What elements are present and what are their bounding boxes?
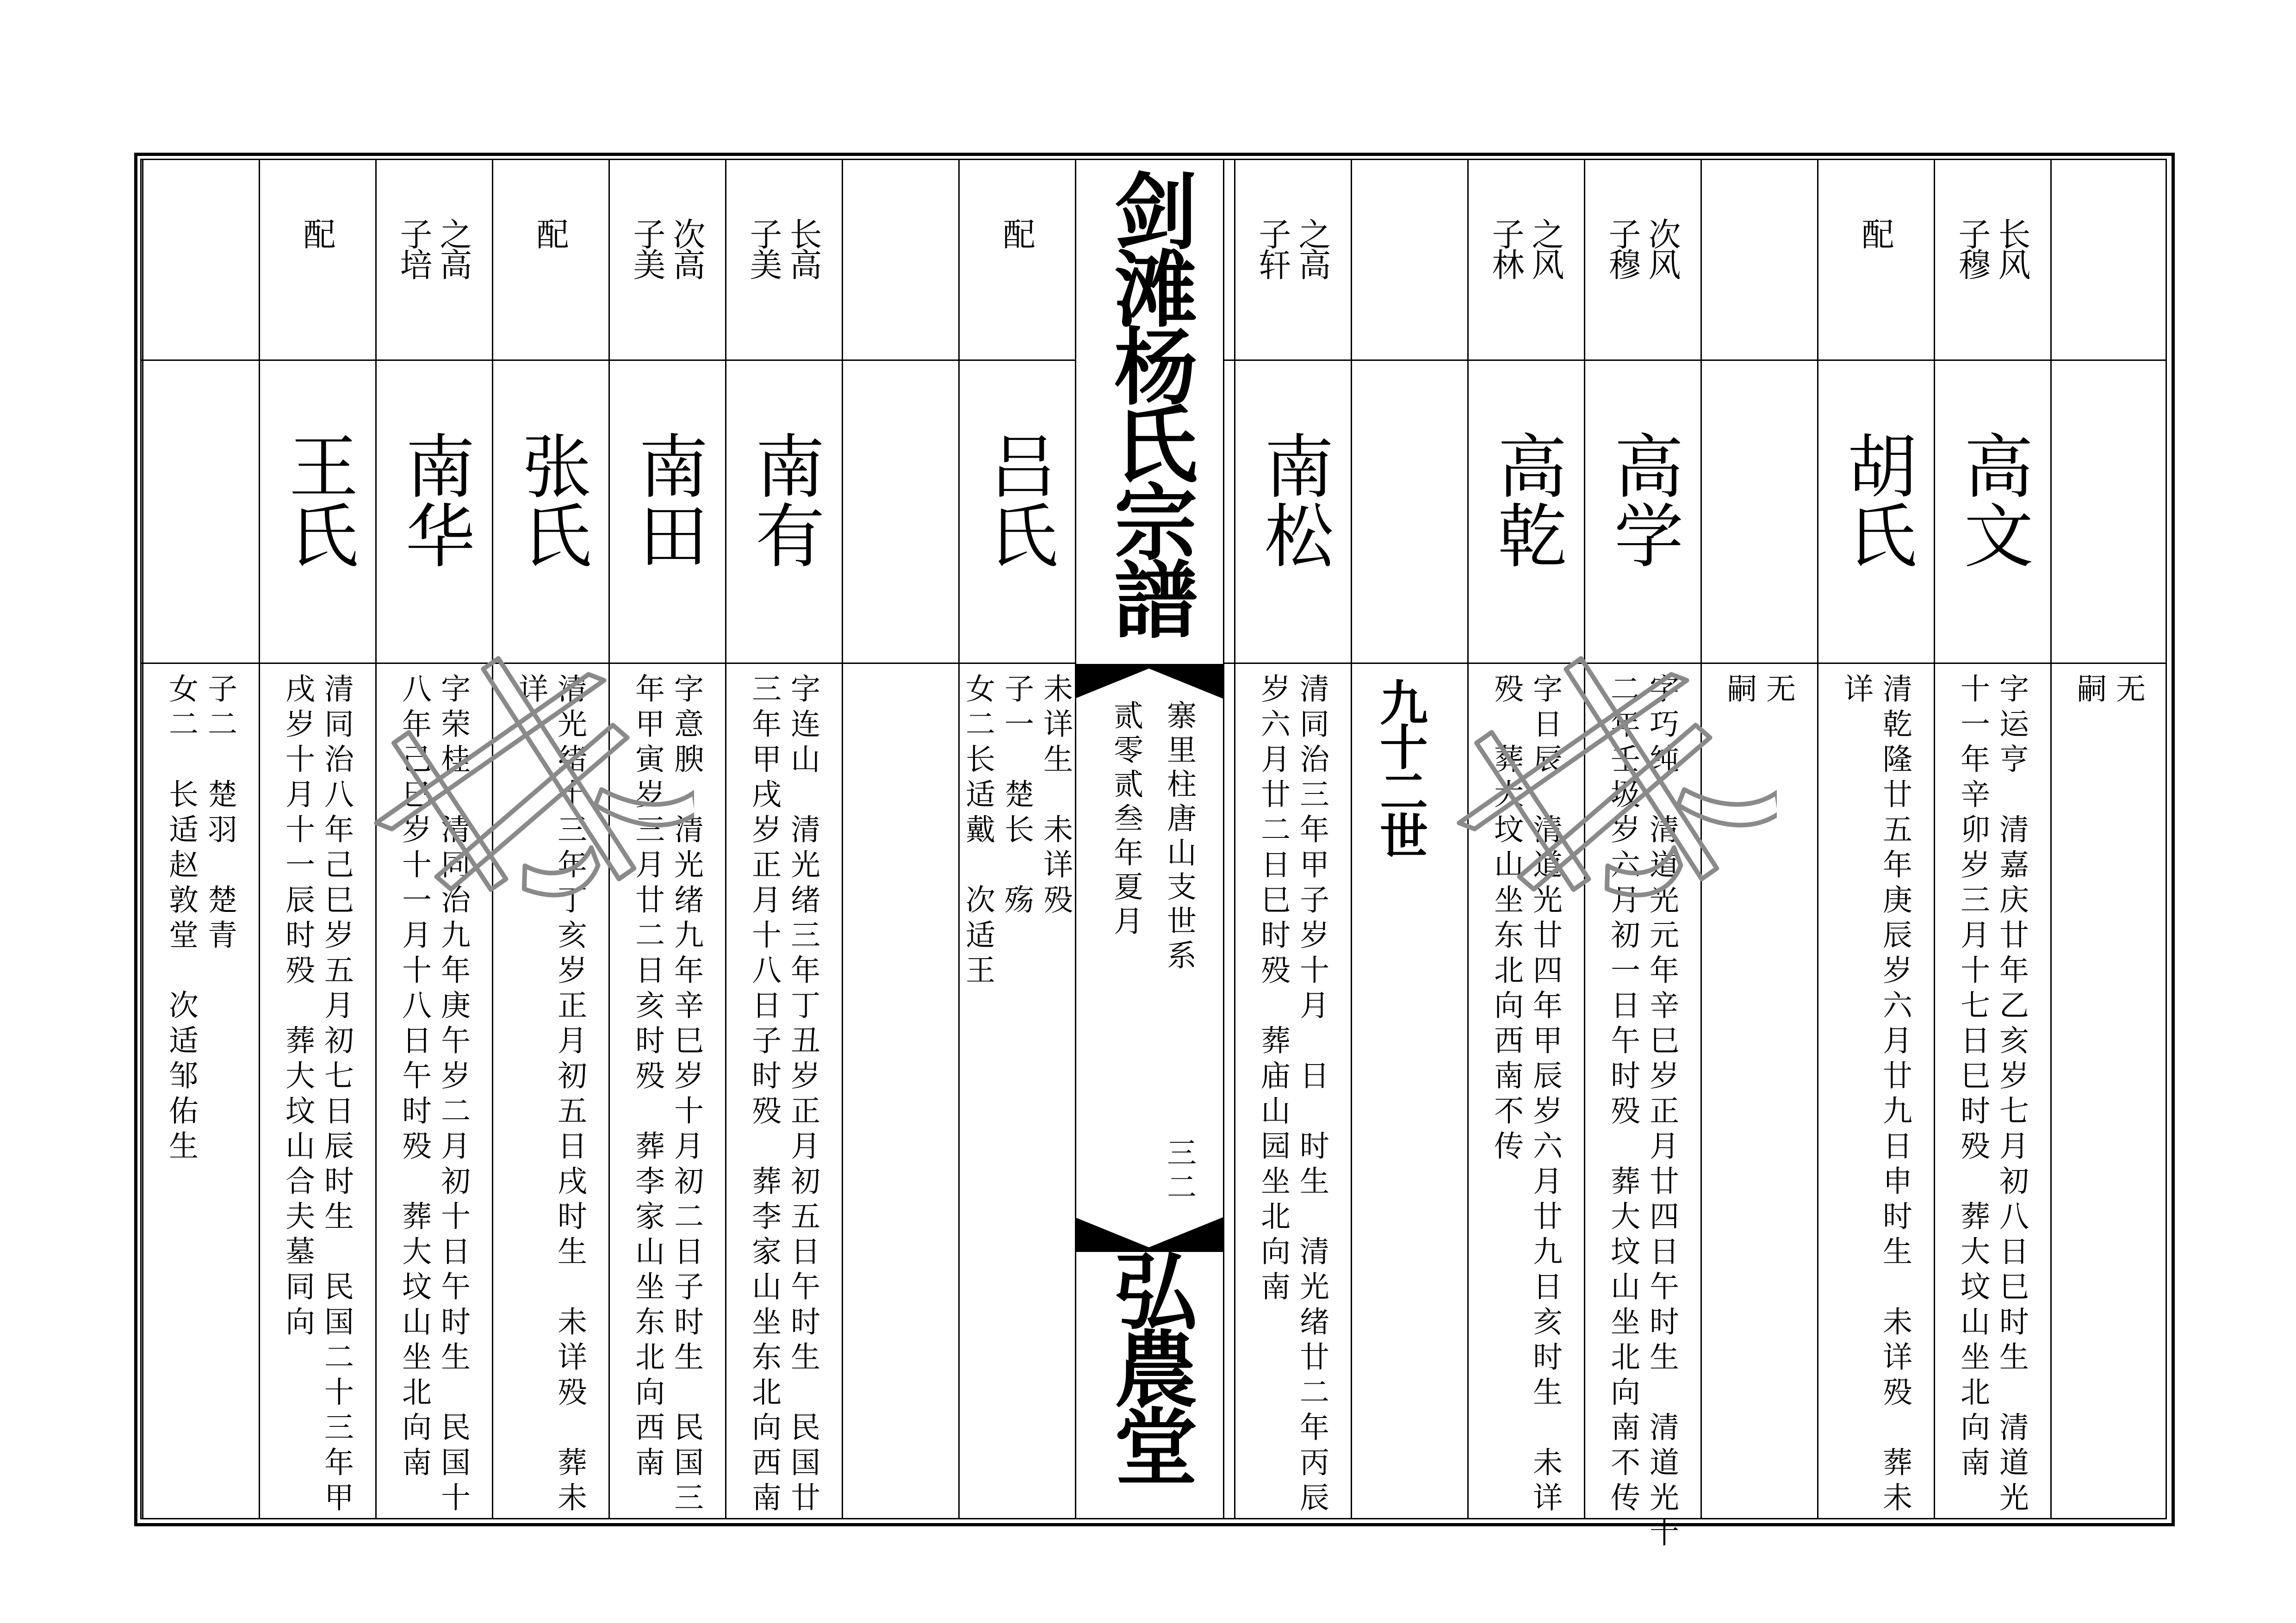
- column-divider: [2050, 159, 2052, 1519]
- person-details: 字巧纯 清道光元年辛巳岁正月廿四日午时生 清道光十 二年壬圾岁六月初一日午时殁 葬大坟山坐北向南不传: [1606, 673, 1679, 1552]
- person-details: 清乾隆廿五年庚辰岁六月廿九日申时生 未详殁 葬未 详: [1839, 673, 1912, 1517]
- fishtail-top-icon: [1075, 664, 1223, 710]
- row-divider-middle: [140, 663, 1075, 664]
- person-details: 清同治三年甲子岁十月 日 时生 清光绪廿二年丙辰 岁六月廿二日巳时殁 葬庙山园坐北向南: [1256, 673, 1329, 1517]
- person-name: 胡氏: [1835, 430, 1916, 569]
- person-details: 字连山 清光绪三年丁丑岁正月初五日午时生 民国廿 三年甲戌岁正月十八日子时殁 葬李家山坐东北向西南: [747, 673, 820, 1517]
- person-details: 字日辰 清道光廿四年甲辰岁六月廿九日亥时生 未详 殁 葬大坟山坐东北向西南不传: [1489, 673, 1562, 1517]
- spine-panel: [1075, 159, 1223, 1519]
- person-name: 南有: [743, 430, 824, 569]
- relation-label: 配: [998, 217, 1036, 248]
- person-details: 无 嗣: [1722, 673, 1795, 708]
- person-details: 字意腴 清光绪九年辛巳岁十月初二日子时生 民国三 年甲寅岁三月廿二日亥时殁 葬李家山坐东北向西南: [630, 673, 703, 1517]
- column-divider: [1234, 159, 1235, 1519]
- compile-date: 贰零贰叁年夏月: [1109, 700, 1143, 940]
- relation-label: 之高 子培: [395, 217, 472, 279]
- person-name: 南松: [1252, 430, 1333, 569]
- column-divider: [259, 159, 260, 1519]
- person-details: 字运亨 清嘉庆廿年乙亥岁七月初八日巳时生 清道光 十一年辛卯岁三月十七日巳时殁 葬大坟山坐北向南: [1955, 673, 2029, 1517]
- relation-label: 之高 子轩: [1253, 217, 1331, 279]
- column-divider: [492, 159, 493, 1519]
- person-details: 未详生 未详殁 子一 楚长 殇 女二长适戴 次适王: [961, 673, 1073, 990]
- column-divider: [1817, 159, 1818, 1519]
- person-name: 吕氏: [976, 430, 1057, 569]
- person-details: 字荣桂 清同治九年庚午岁二月初十日午时生 民国十 八年己巳岁十一月十八日午时殁 葬大坟山坐北向南: [397, 673, 470, 1517]
- relation-label: 次高 子美: [628, 217, 706, 279]
- clan-title: 剑滩杨氏宗譜: [1100, 168, 1198, 634]
- column-divider: [1584, 159, 1585, 1519]
- column-divider: [142, 159, 143, 1519]
- column-divider: [1934, 159, 1935, 1519]
- person-name: 张氏: [510, 430, 591, 569]
- relation-label: 长风 子穆: [1953, 217, 2031, 279]
- column-divider: [375, 159, 377, 1519]
- relation-label: 长高 子美: [745, 217, 822, 279]
- person-details: 无 嗣: [2072, 673, 2145, 708]
- hall-name: 弘農堂: [1100, 1248, 1198, 1481]
- column-divider: [608, 159, 610, 1519]
- column-divider: [1351, 159, 1352, 1519]
- fishtail-top-shape: [1075, 664, 1223, 699]
- spine-border: [1223, 159, 1224, 1519]
- fishtail-bottom-icon: [1075, 1206, 1223, 1252]
- person-name: 高学: [1602, 430, 1683, 569]
- person-name: 高乾: [1485, 430, 1566, 569]
- branch-title: 寨里柱唐山支世系: [1162, 700, 1196, 974]
- relation-label: 配: [298, 217, 336, 248]
- column-divider: [842, 159, 843, 1519]
- column-divider: [1467, 159, 1469, 1519]
- page-number: 三二: [1162, 1137, 1196, 1206]
- relation-label: 配: [1856, 217, 1894, 248]
- row-divider-middle: [1223, 663, 2167, 664]
- fishtail-bottom-shape: [1075, 1217, 1223, 1252]
- person-name: 南华: [393, 430, 474, 569]
- person-details: 清光绪十三年丁亥岁正月初五日戌时生 未详殁 葬未 详: [514, 673, 587, 1517]
- person-details: 清同治八年己巳岁五月初七日辰时生 民国二十三年甲 戌岁十月十一辰时殁 葬大坟山合夫墓同向: [280, 673, 354, 1517]
- row-divider-top: [1223, 359, 2167, 361]
- person-name: 南田: [627, 430, 707, 569]
- relation-label: 次风 子穆: [1603, 217, 1681, 279]
- relation-label: 之风 子林: [1487, 217, 1564, 279]
- column-divider: [1700, 159, 1702, 1519]
- relation-label: 配: [531, 217, 569, 248]
- person-name: 王氏: [277, 430, 358, 569]
- person-details: 子二 楚羽 楚青 女二 长适赵敦堂 次适邹佑生: [164, 673, 237, 1165]
- column-divider: [725, 159, 726, 1519]
- generation-marker: 九十二世: [1371, 678, 1428, 855]
- person-name: 高文: [1952, 430, 2033, 569]
- row-divider-top: [140, 359, 1075, 361]
